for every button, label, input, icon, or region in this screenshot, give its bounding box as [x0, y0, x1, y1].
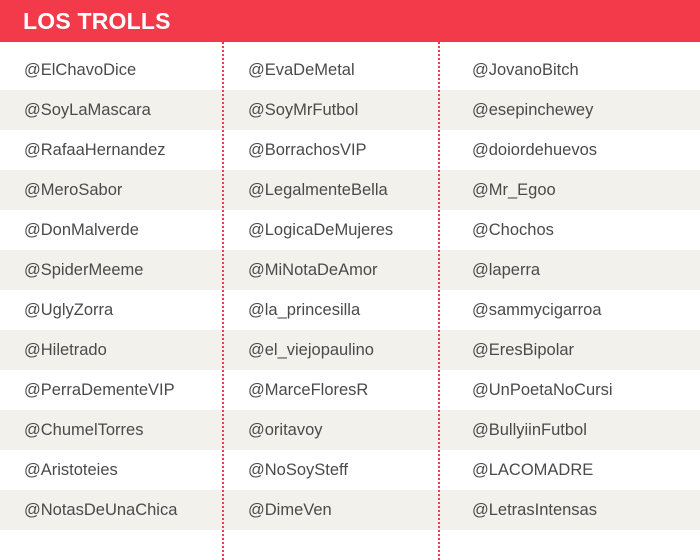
account-handle: @RafaaHernandez [24, 140, 166, 159]
account-handle: @PerraDementeVIP [24, 380, 175, 399]
account-handle: @esepinchewey [472, 100, 594, 119]
account-handle: @SpiderMeeme [24, 260, 144, 279]
account-handle: @Mr_Egoo [472, 180, 556, 199]
account-handle: @LetrasIntensas [472, 500, 597, 519]
column-divider [222, 42, 224, 560]
account-handle: @ChumelTorres [24, 420, 144, 439]
trolls-table [0, 50, 700, 530]
table-row [0, 130, 700, 170]
account-handle: @BorrachosVIP [248, 140, 367, 159]
table-row [0, 90, 700, 130]
account-handle: @SoyMrFutbol [248, 100, 359, 119]
table-row [0, 490, 700, 530]
account-handle: @la_princesilla [248, 300, 361, 319]
page-title: LOS TROLLS [23, 7, 171, 34]
table-row [0, 50, 700, 90]
account-handle: @laperra [472, 260, 541, 279]
table-row [0, 410, 700, 450]
account-handle: @el_viejopaulino [248, 340, 374, 359]
account-handle: @NoSoySteff [248, 460, 348, 479]
account-handle: @BullyiinFutbol [472, 420, 587, 439]
account-handle: @LegalmenteBella [248, 180, 388, 199]
column-divider [438, 42, 440, 560]
account-handle: @sammycigarroa [472, 300, 602, 319]
account-handle: @Aristoteies [24, 460, 118, 479]
account-handle: @oritavoy [248, 420, 323, 439]
account-handle: @LACOMADRE [472, 460, 594, 479]
table-row [0, 210, 700, 250]
account-handle: @JovanoBitch [472, 60, 579, 79]
account-handle: @Hiletrado [24, 340, 107, 359]
account-handle: @DimeVen [248, 500, 332, 519]
table-row [0, 330, 700, 370]
account-handle: @MiNotaDeAmor [248, 260, 378, 279]
account-handle: @doiordehuevos [472, 140, 597, 159]
table-row [0, 290, 700, 330]
account-handle: @MeroSabor [24, 180, 123, 199]
table-row [0, 450, 700, 490]
account-handle: @UnPoetaNoCursi [472, 380, 613, 399]
account-handle: @UglyZorra [24, 300, 114, 319]
table-row [0, 170, 700, 210]
account-handle: @MarceFloresR [248, 380, 369, 399]
table-row [0, 370, 700, 410]
account-handle: @EresBipolar [472, 340, 575, 359]
account-handle: @DonMalverde [24, 220, 139, 239]
header-banner [0, 0, 700, 42]
account-handle: @LogicaDeMujeres [248, 220, 394, 239]
account-handle: @ElChavoDice [24, 60, 137, 79]
account-handle: @EvaDeMetal [248, 60, 355, 79]
account-handle: @NotasDeUnaChica [24, 500, 178, 519]
account-handle: @Chochos [472, 220, 554, 239]
account-handle: @SoyLaMascara [24, 100, 151, 119]
table-row [0, 250, 700, 290]
